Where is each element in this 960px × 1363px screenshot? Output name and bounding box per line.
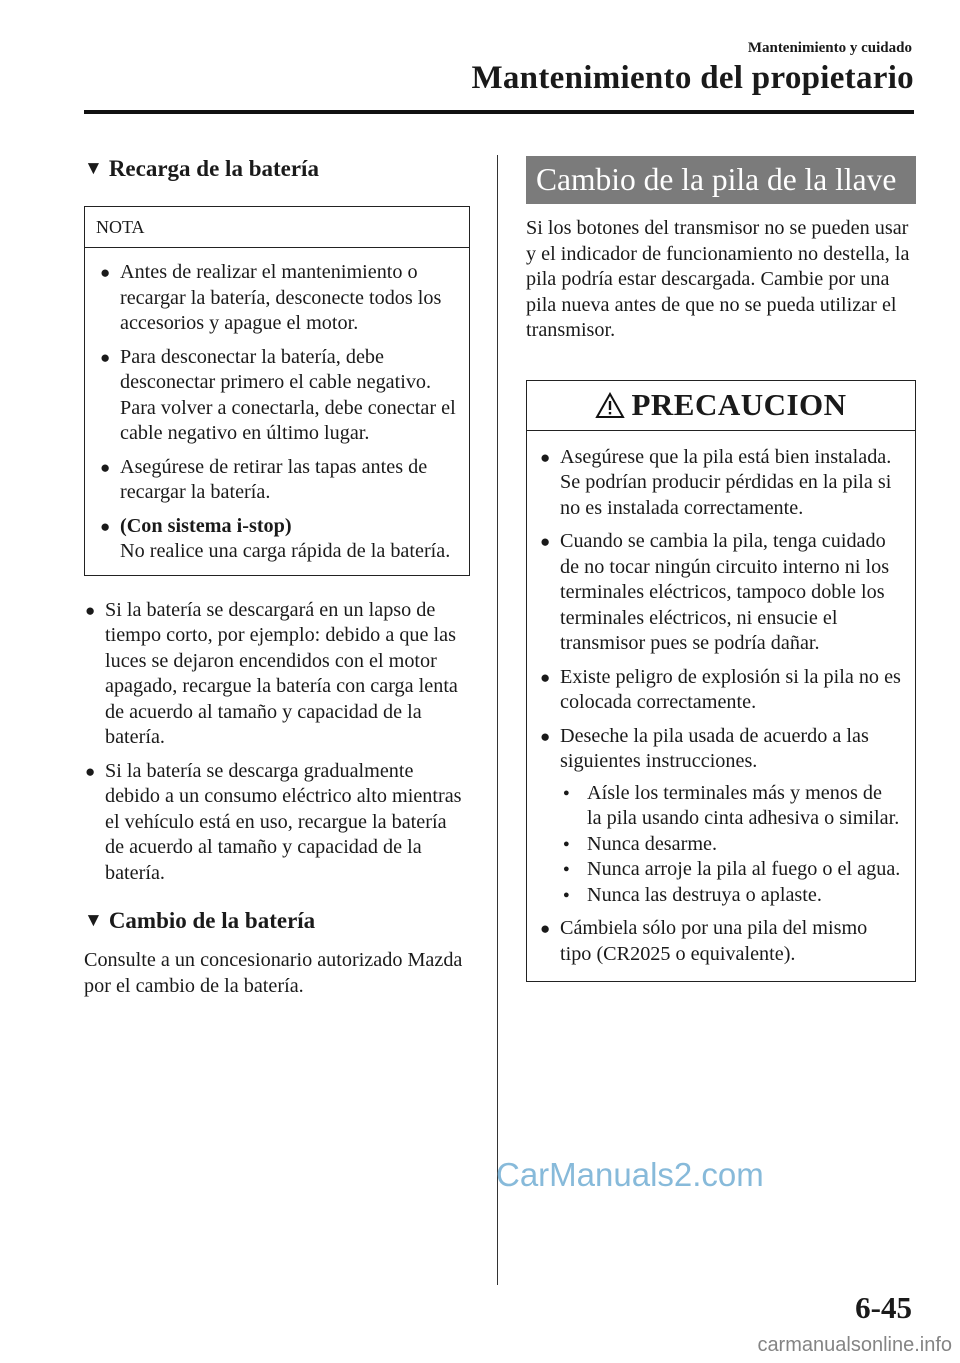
column-divider [497,155,498,1285]
istop-text: No realice una carga rápida de la batería. [120,540,451,562]
bullet-icon: ● [100,263,111,282]
small-bullet-icon: ● [563,837,570,850]
list-item [84,759,470,887]
note-item [99,260,457,337]
footer-site-link[interactable]: carmanualsonline.info [757,1334,952,1356]
battery-change-paragraph: Consulte a un concesionario autorizado Mazda por el cambio de la batería. [84,949,463,997]
warning-triangle-icon [595,392,625,419]
sub-item [560,857,901,883]
caution-item [539,665,901,716]
bullet-icon: ● [100,457,111,477]
bullet-icon: ● [540,447,551,467]
bullet-icon: ● [100,516,111,536]
note-title: NOTA [85,207,469,248]
section-heading-recarga [84,156,470,182]
note-box [84,206,470,576]
sub-item-text: Nunca las destruya o aplaste. [587,883,822,906]
note-item [99,455,457,506]
caution-box [526,380,916,983]
bullet-icon: ● [540,532,551,551]
caution-item [539,445,901,522]
disposal-sublist [560,781,901,909]
list-item-text: Si la batería se descarga gradualmente debido a un consumo eléctrico alto mientras el vehículo está en uso, recargue la batería de acuerdo al tamaño y capacidad de la batería. [105,759,462,884]
caution-item-text: Cámbiela sólo por una pila del mismo tipo (CR2025 o equivalente). [560,917,868,965]
sub-item-text: Nunca desarme. [587,832,718,855]
heading-text: Cambio de la batería [108,908,316,933]
caution-item [539,724,901,909]
triangle-down-icon: ▼ [84,910,103,931]
note-item [99,345,457,447]
note-item-text: Para desconectar la batería, debe desconectar primero el cable negativo. Para volver a conectarla, debe conectar el cable negativo en último lugar. [120,345,456,444]
bullet-icon: ● [85,600,96,620]
caution-item-text: Deseche la pila usada de acuerdo a las siguientes instrucciones. [560,724,869,772]
caution-item [539,529,901,657]
caution-title: PRECAUCION [631,387,847,422]
caution-item-text: Existe peligro de explosión si la pila no es colocada correctamente. [560,665,901,713]
bullet-icon: ● [540,726,551,746]
heading-text: Recarga de la batería [108,156,319,181]
bullet-icon: ● [85,761,96,781]
sub-item [560,781,901,832]
right-column [526,156,916,982]
note-item [99,514,457,565]
chapter-label: Mantenimiento y cuidado [747,40,912,56]
bullet-icon: ● [100,347,111,367]
left-column [84,156,470,999]
watermark-logo: CarManuals2.com [496,1156,764,1193]
caution-item-text: Asegúrese que la pila está bien instalada. Se podrían producir pérdidas en la pila si no es instalada correctamente. [560,445,892,519]
note-item-text: Antes de realizar el mantenimiento o recargar la batería, desconecte todos los accesorios y apague el motor. [120,261,442,334]
list-item [84,598,470,751]
intro-paragraph: Si los botones del transmisor no se pueden usar y el indicador de funcionamiento no destella, la pila podría estar descargada. Cambie por una pila nueva antes de que no se pueda utilizar el transmisor. [526,217,910,341]
bullet-icon: ● [540,919,551,938]
caution-header [527,381,915,431]
caution-item [539,916,901,967]
sub-item [560,883,901,909]
small-bullet-icon: ● [563,888,570,901]
header-rule [84,110,914,114]
triangle-down-icon: ▼ [84,158,103,179]
section-banner: Cambio de la pila de la llave [526,156,916,204]
note-item-text: Asegúrese de retirar las tapas antes de recargar la batería. [120,455,428,503]
sub-item-text: Nunca arroje la pila al fuego o el agua. [587,858,901,880]
page-title: Mantenimiento del propietario [471,60,914,96]
small-bullet-icon: ● [563,786,570,799]
battery-bullets [84,598,470,887]
section-heading-cambio-bateria [84,908,470,934]
sub-item [560,832,901,858]
sub-item-text: Aísle los terminales más y menos de la pila usando cinta adhesiva o similar. [587,781,900,829]
caution-item-text: Cuando se cambia la pila, tenga cuidado de no tocar ningún circuito interno ni los terminales eléctricos, tampoco doble los terminales eléctricos, ni ensucie el transmisor pues se podría dañar. [560,530,890,654]
list-item-text: Si la batería se descargará en un lapso de tiempo corto, por ejemplo: debido a que las luces se dejaron encendidos con el motor apagado, recargue la batería con carga lenta de acuerdo al tamaño y capacidad de la batería. [105,598,458,748]
small-bullet-icon: ● [563,863,570,875]
istop-label: (Con sistema i-stop) [120,514,292,537]
page-number: 6-45 [855,1290,912,1325]
bullet-icon: ● [540,667,551,687]
